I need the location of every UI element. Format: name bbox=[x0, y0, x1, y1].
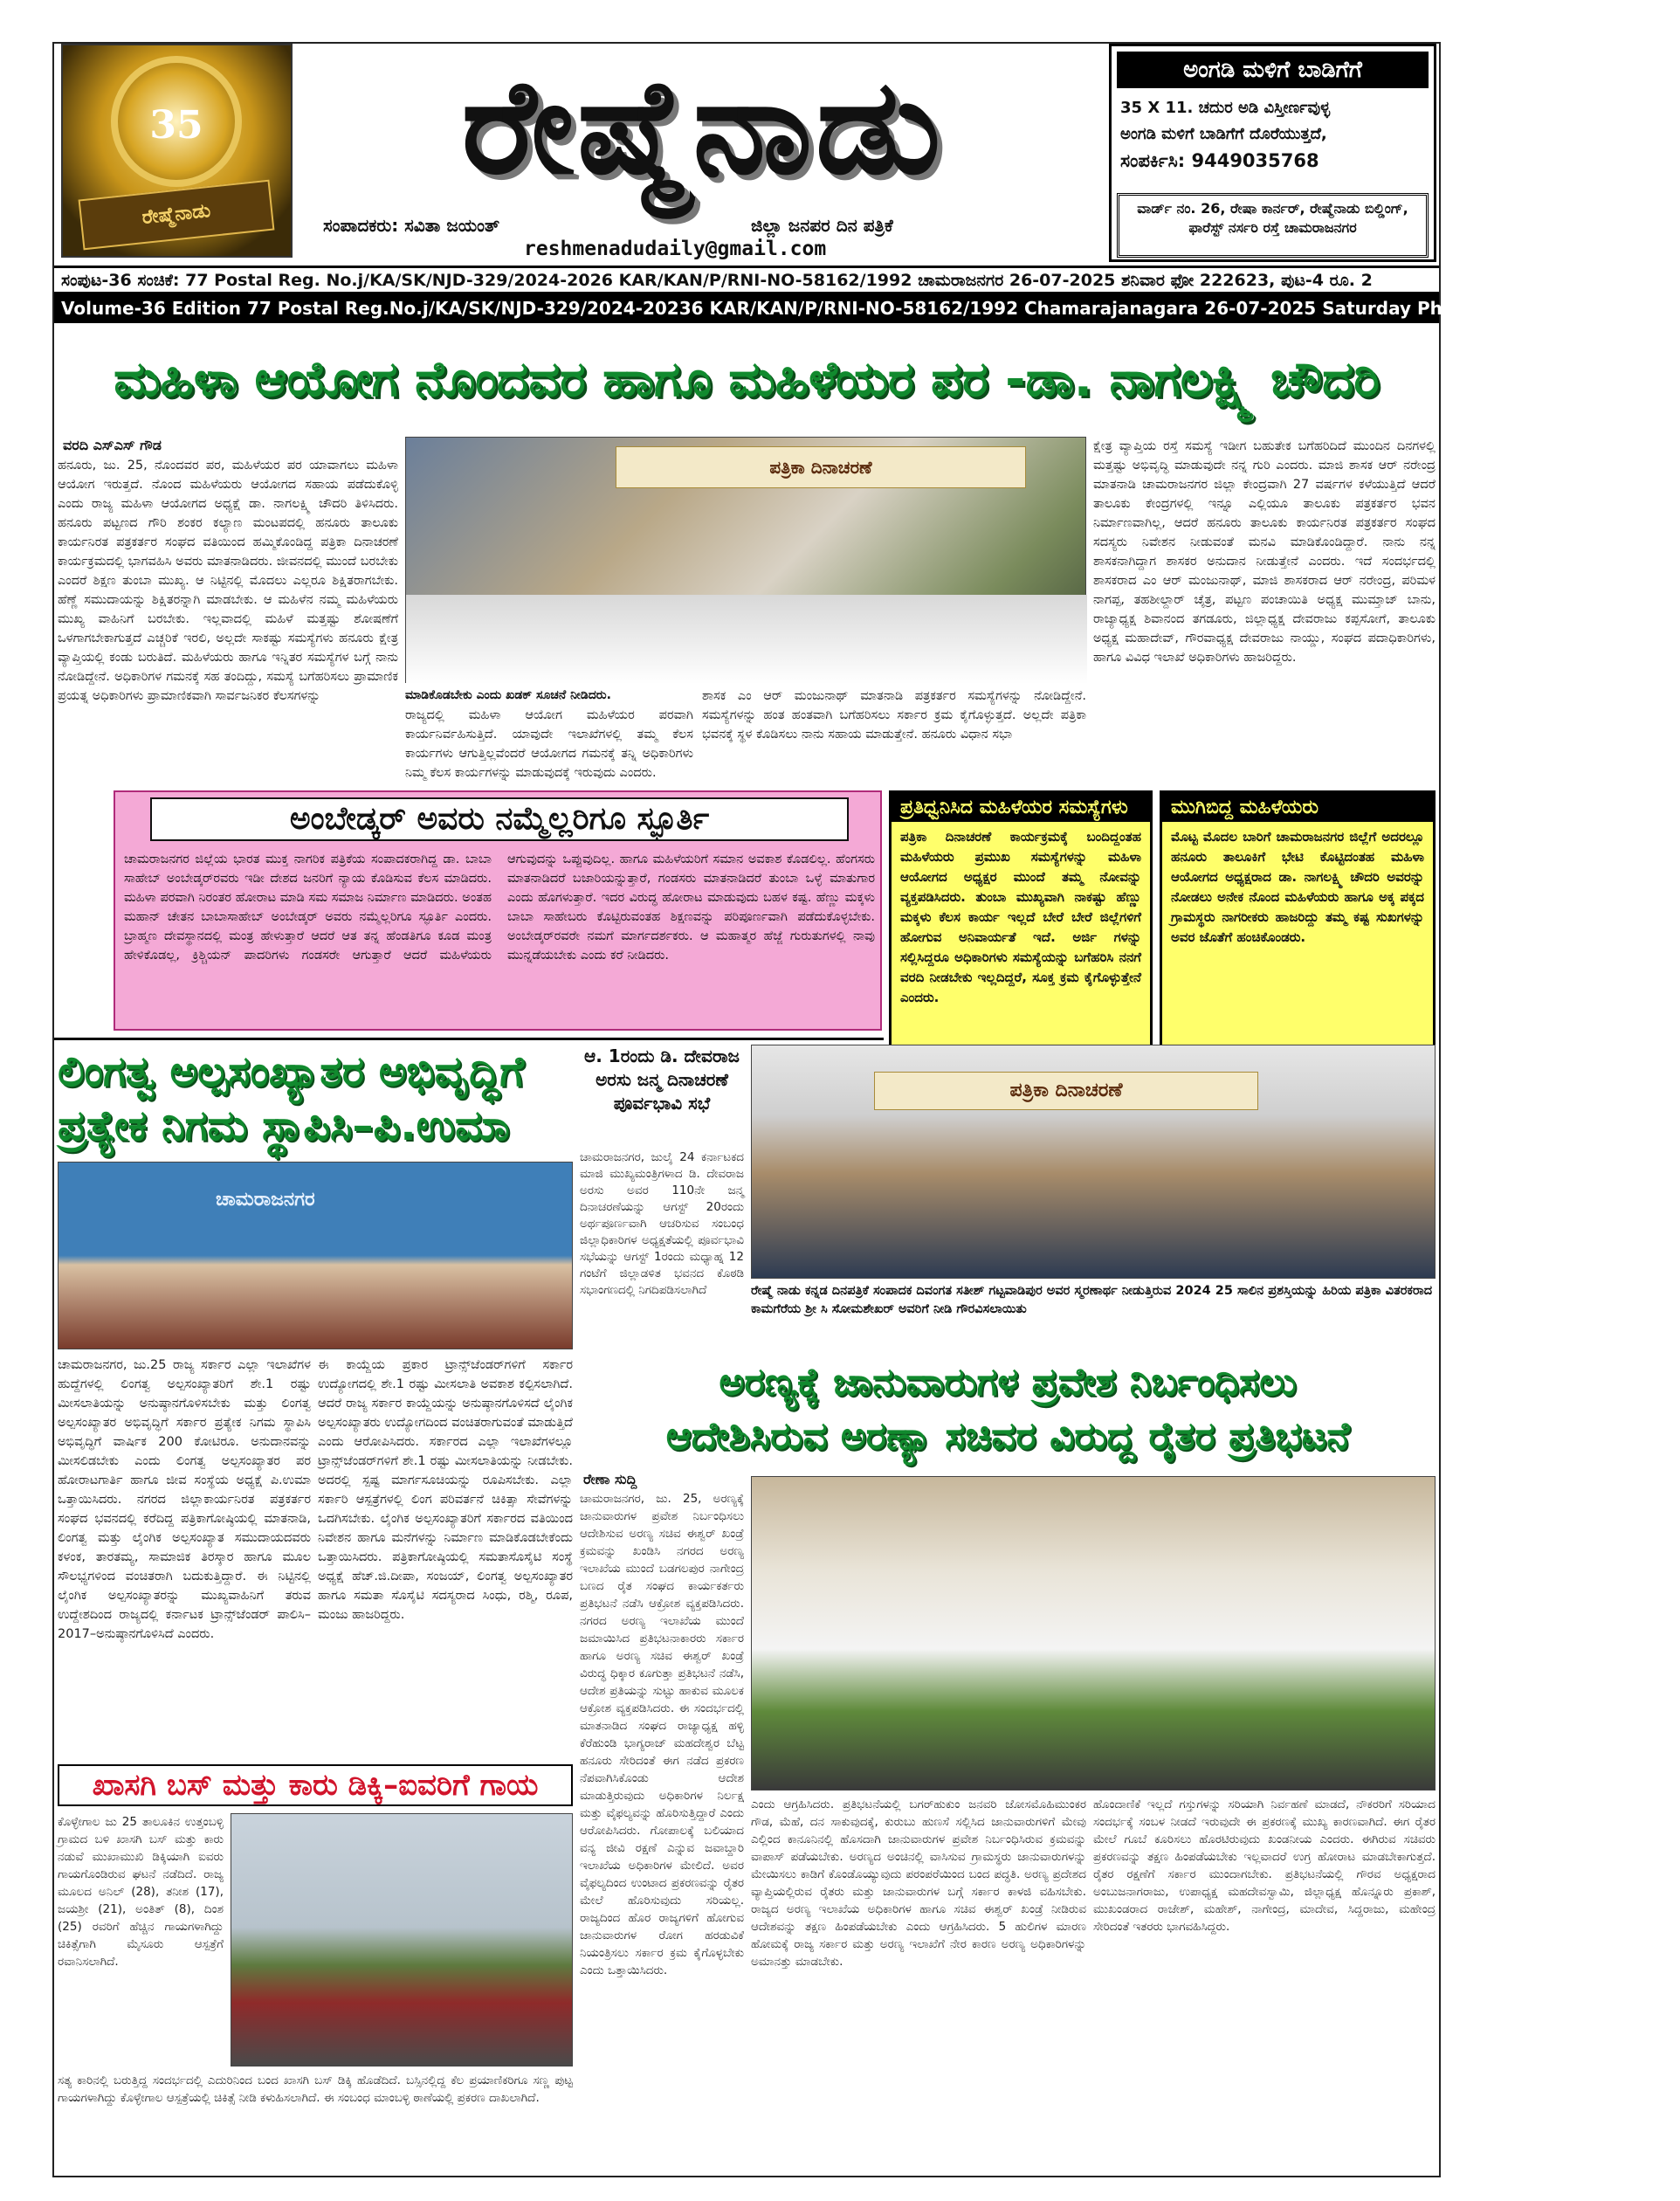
event-stage-banner: ಪತ್ರಿಕಾ ದಿನಾಚರಣೆ bbox=[616, 446, 1026, 488]
daily-tagline: ಜಿಲ್ಲಾ ಜನಪರ ದಿನ ಪತ್ರಿಕೆ bbox=[751, 215, 893, 236]
women-problems-box bbox=[889, 790, 1153, 1079]
press-meet-banner: ಚಾಮರಾಜನಗರ bbox=[216, 1189, 315, 1211]
dateline-english: Volume-36 Edition 77 Postal Reg.No.j/KA/SK/NJD-329/2024-20236 KAR/KAN/P/RNI-NO-58162/1992 Chamarajanagara 26-07-2025 Saturday Phone 222623 Page-4 Rs.2 bbox=[54, 293, 1439, 323]
masthead-logo bbox=[61, 44, 293, 258]
ambedkar-text: ಚಾಮರಾಜನಗರ ಜಿಲ್ಲೆಯ ಭಾರತ ಮುಕ್ತ ನಾಗರಿಕ ಪತ್ರಿಕೆಯ ಸಂಪಾದಕರಾಗಿದ್ದ ಡಾ. ಬಾಬಾ ಸಾಹೇಬ್ ಅಂಬೇಡ್ಕರ್‌ರವರು ಇಡೀ ದೇಶದ ಜನರಿಗೆ ನ್ಯಾಯ ಕೊಡಿಸುವ ಕೆಲಸ ಮಾಡಿದರು. ಮಹಿಳಾ ಪರವಾಗಿ ನಿರಂತರ ಹೋರಾಟ ಮಾಡಿ ಸಮ ಸಮಾಜ ನಿರ್ಮಾಣ ಮಾಡಿದರು. ಅಂತಹ ಮಹಾನ್ ಚೇತನ ಬಾಬಾಸಾಹೇಬ್ ಅಂಬೇಡ್ಕರ್ ಅವರು ನಮ್ಮೆಲ್ಲರಿಗೂ ಸ್ಫೂರ್ತಿ ಎಂದರು. ಬ್ರಾಹ್ಮಣ ದೇವಸ್ಥಾನದಲ್ಲಿ ಮಂತ್ರ ಹೇಳುತ್ತಾರೆ ಆದರೆ ಆತ ತನ್ನ ಹೆಂಡತಿಗೂ ಕೂಡ ಮಂತ್ರ ಹೇಳಿಕೊಡಲ್ಲ, ಕ್ರಿಶ್ಚಿಯನ್ ಪಾದರಿಗಳು ಗಂಡಸರೇ ಆಗುತ್ತಾರೆ ಆದರೆ ಮಹಿಳೆಯರು ಆಗುವುದನ್ನು ಒಪ್ಪುವುದಿಲ್ಲ. ಹಾಗೂ ಮಹಿಳೆಯರಿಗೆ ಸಮಾನ ಅವಕಾಶ ಕೊಡಲಿಲ್ಲ. ಹೆಂಗಸರು ಮಾತನಾಡಿದರೆ ಬಜಾರಿಯನ್ನುತ್ತಾರೆ, ಗಂಡಸರು ಮಾತನಾಡಿದರೆ ತುಂಬಾ ಒಳ್ಳೆ ಮಾತುಗಾರ ಎಂದು ಹೊಗಳುತ್ತಾರೆ. ಇದರ ವಿರುದ್ಧ ಹೋರಾಟ ಮಾಡುವುದು ಬಹಳ ಕಷ್ಟ. ಹೆಣ್ಣು ಮಕ್ಕಳು ಬಾಬಾ ಸಾಹೇಬರು ಕೊಟ್ಟಿರುವಂತಹ ಶಿಕ್ಷಣವನ್ನು ಪರಿಪೂರ್ಣವಾಗಿ ಪಡೆದುಕೊಳ್ಳಬೇಕು. ಅಂಬೇಡ್ಕರ್‌ರವರೇ ನಮಗೆ ಮಾರ್ಗದರ್ಶಕರು. ಆ ಮಹಾತ್ಮರ ಹೆಜ್ಜೆ ಗುರುತುಗಳಲ್ಲಿ ನಾವು ಮುನ್ನಡೆಯಬೇಕು ಎಂದು ಕರೆ ನೀಡಿದರು. bbox=[124, 852, 875, 963]
crowding-women-text: ಮೊಟ್ಟ ಮೊದಲ ಬಾರಿಗೆ ಚಾಮರಾಜನಗರ ಜಿಲ್ಲೆಗೆ ಅದರಲ್ಲೂ ಹನೂರು ತಾಲೂಕಿಗೆ ಭೇಟಿ ಕೊಟ್ಟಿದಂತಹ ಮಹಿಳಾ ಆಯೋಗದ ಅಧ್ಯಕ್ಷರಾದ ಡಾ. ನಾಗಲಕ್ಷ್ಮಿ ಚೌದರಿ ಅವರನ್ನು ನೋಡಲು ಅನೇಕ ನೊಂದ ಮಹಿಳೆಯರು ಹಾಗೂ ಅಕ್ಕ ಪಕ್ಕದ ಗ್ರಾಮಸ್ಥರು ನಾಗರೀಕರು ಹಾಜರಿದ್ದು ತಮ್ಮ ಕಷ್ಟ ಸುಖಗಳನ್ನು ಅವರ ಜೊತೆಗೆ ಹಂಚಿಕೊಂಡರು. bbox=[1171, 829, 1424, 945]
logo-banner: ರೇಷ್ಮೆನಾಡು bbox=[79, 180, 275, 251]
forest-headline-line-2: ಆದೇಶಿಸಿರುವ ಅರಣ್ಯಾ ಸಚಿವರ ವಿರುದ್ದ ರೈತರ ಪ್ರತಿಭಟನೆ bbox=[665, 1414, 1350, 1459]
lead-photo-caption: ಮಾಡಿಕೊಡಬೇಕು ಎಂದು ಖಡಕ್ ಸೂಚನೆ ನೀಡಿದರು. bbox=[405, 688, 611, 702]
classified-ad-box bbox=[1109, 44, 1436, 262]
lead-headline: ಮಹಿಳಾ ಆಯೋಗ ನೊಂದವರ ಹಾಗೂ ಮಹಿಳೆಯರ ಪರ -ಡಾ. ನಾಗಲಕ್ಷ್ಮಿ ಚೌದರಿ bbox=[114, 351, 1380, 408]
forest-column-2: ಎಂದು ಆಗ್ರಹಿಸಿದರು. ಪ್ರತಿಭಟನೆಯಲ್ಲಿ ಬಗರ್‌ಹುಕುಂ ಜನವರಿ ಜೋಸಮೊಹಿಮುಂಕರ ಗೌಡ, ಮೆಹೆ, ದನ ಸಾಕುವುದಕ್ಕೆ, ಕುರುಬು ಹುಣಸೆ ಸಲ್ಲಿಸಿದ ಜಾನುವಾರುಗಳಿಗೆ ಮೇವು ಎಲ್ಲಿಂದ ಕಾನೂನಿನಲ್ಲಿ ಹೊಸದಾಗಿ ಜಾನುವಾರುಗಳ ಪ್ರವೇಶ ನಿರ್ಬಂಧಿಸಿರುವ ಕ್ರಮವನ್ನು ವಾಪಾಸ್ ಪಡೆಯಬೇಕು. ಅರಣ್ಯದ ಅಂಚಿನಲ್ಲಿ ವಾಸಿಸುವ ಗ್ರಾಮಸ್ಥರು ಜಾನುವಾರುಗಳನ್ನು ಮೇಯಿಸಲು ಕಾಡಿಗೆ ಕೊಂಡೊಯ್ಯುವುದು ಪರಂಪರೆಯಿಂದ ಬಂದ ಪದ್ಧತಿ. ಅರಣ್ಯ ಪ್ರದೇಶದ ವ್ಯಾಪ್ತಿಯಲ್ಲಿರುವ ರೈತರು ಮತ್ತು ಜಾನುವಾರುಗಳ ಬಗ್ಗೆ ಸರ್ಕಾರ ಕಾಳಜಿ ವಹಿಸಬೇಕು. ರಾಜ್ಯದ ಅರಣ್ಯ ಇಲಾಖೆಯ ಅಧಿಕಾರಿಗಳ ಹಾಗೂ ಸಚಿವ ಈಶ್ವರ್ ಖಂಡ್ರೆ ನೀಡಿರುವ ಆದೇಶವನ್ನು ತಕ್ಷಣ ಹಿಂಪಡೆಯಬೇಕು ಎಂದು ಆಗ್ರಹಿಸಿದರು. 5 ಹುಲಿಗಳ ಮಾರಣ ಹೋಮಕ್ಕೆ ರಾಜ್ಯ ಸರ್ಕಾರ ಮತ್ತು ಅರಣ್ಯ ಇಲಾಖೆಗೆ ನೇರ ಕಾರಣ ಅರಣ್ಯ ಅಧಿಕಾರಿಗಳನ್ನು ಅಮಾನತ್ತು ಮಾಡಬೇಕು. bbox=[751, 1797, 1086, 1969]
forest-column-3: ಹೊಂದಾಣಿಕೆ ಇಲ್ಲದೆ ಗಸ್ತುಗಳನ್ನು ಸರಿಯಾಗಿ ನಿರ್ವಹಣೆ ಮಾಡದೆ, ನೌಕರರಿಗೆ ಸರಿಯಾದ ಸಂದರ್ಭಕ್ಕೆ ಸಂಬಳ ನೀಡದೆ ಇರುವುದೇ ಈ ಪ್ರಕರಣಕ್ಕೆ ಮುಖ್ಯ ಕಾರಣವಾಗಿದೆ. ಈಗ ರೈತರ ಮೇಲೆ ಗೂಬೆ ಕೂರಿಸಲು ಹೊರಟಿರುವುದು ಖಂಡನೀಯ ಎಂದರು. ಈಗಿರುವ ಸಚಿವರು ಪ್ರಕರಣವನ್ನು ತಕ್ಷಣ ಹಿಂಪಡೆಯಬೇಕು ಇಲ್ಲವಾದರೆ ಉಗ್ರ ಹೋರಾಟ ಮಾಡಬೇಕಾಗುತ್ತದೆ. ರೈತರ ರಕ್ಷಣೆಗೆ ಸರ್ಕಾರ ಮುಂದಾಗಬೇಕು. ಪ್ರತಿಭಟನೆಯಲ್ಲಿ ಗೌರವ ಅಧ್ಯಕ್ಷರಾದ ಅಂಬುಜನಾಗರಾಜು, ಉಪಾಧ್ಯಕ್ಷ ಮಹದೇವಸ್ವಾಮಿ, ಜಿಲ್ಲಾಧ್ಯಕ್ಷ ಹೊನ್ನೂರು ಪ್ರಕಾಶ್, ಮುಖಂಡರಾದ ರಾಜೇಶ್, ಮಹೇಶ್, ನಾಗೇಂದ್ರ, ಮಾದೇವ, ಸಿದ್ದರಾಜು, ಮಹೇಂದ್ರ ಸೇರಿದಂತೆ ಇತರರು ಭಾಗವಹಿಸಿದ್ದರು. bbox=[1093, 1797, 1436, 1934]
award-caption: ರೇಷ್ಮೆ ನಾಡು ಕನ್ನಡ ದಿನಪತ್ರಿಕೆ ಸಂಪಾದಕ ದಿವಂಗತ ಸತೀಶ್ ಗಟ್ಟವಾಡಿಪುರ ಅವರ ಸ್ಮರಣಾರ್ಥ ನೀಡುತ್ತಿರುವ 2024 25 ಸಾಲಿನ ಪ್ರಶಸ್ತಿಯನ್ನು ಹಿರಿಯ ಪತ್ರಿಕಾ ವಿತರಕರಾದ ಕಾಮಗೆರೆಯ ಶ್ರೀ ಸಿ ಸೋಮಶೇಖರ್ ಅವರಿಗೆ ನೀಡಿ ಗೌರವಿಸಲಾಯಿತು bbox=[751, 1284, 1433, 1316]
newspaper-title: ರೇಷ್ಮೆನಾಡು bbox=[461, 50, 945, 204]
bus-accident-column-1: ಕೊಳ್ಳೇಗಾಲ ಜು 25 ತಾಲೂಕಿನ ಉತ್ತಂಬಳ್ಳಿ ಗ್ರಾಮದ ಬಳಿ ಖಾಸಗಿ ಬಸ್ ಮತ್ತು ಕಾರು ನಡುವೆ ಮುಖಾಮುಖಿ ಡಿಕ್ಕಿಯಾಗಿ ಐವರು ಗಾಯಗೊಂಡಿರುವ ಘಟನೆ ನಡೆದಿದೆ. ರಾಜ್ಯ ಮೂಲದ ಅನಿಲ್ (28), ತನೀಶ (17), ಜಯಶ್ರೀ (21), ಅಂತಿತ್ (8), ದಿಂಶ (25) ರವರಿಗೆ ಹೆಚ್ಚಿನ ಗಾಯಗಳಾಗಿದ್ದು ಚಿಕಿತ್ಸೆಗಾಗಿ ಮೈಸೂರು ಆಸ್ಪತ್ರೆಗೆ ರವಾನಿಸಲಾಗಿದೆ. bbox=[58, 1815, 224, 1969]
lead-column-1: ಹನೂರು, ಜು. 25, ನೊಂದವರ ಪರ, ಮಹಿಳೆಯರ ಪರ ಯಾವಾಗಲು ಮಹಿಳಾ ಆಯೋಗ ಇರುತ್ತದೆ. ನೊಂದ ಮಹಿಳೆಯರು ಆಯೋಗದ ಸಹಾಯ ಪಡೆದುಕೊಳ್ಳಿ ಎಂದು ರಾಜ್ಯ ಮಹಿಳಾ ಆಯೋಗದ ಅಧ್ಯಕ್ಷೆ ಡಾ. ನಾಗಲಕ್ಷ್ಮಿ ಚೌದರಿ ತಿಳಿಸಿದರು. ಹನೂರು ಪಟ್ಟಣದ ಗೌರಿ ಶಂಕರ ಕಲ್ಯಾಣ ಮಂಟಪದಲ್ಲಿ ಹನೂರು ತಾಲೂಕು ಕಾರ್ಯನಿರತ ಪತ್ರಕರ್ತರ ಸಂಘದ ವತಿಯಿಂದ ಹಮ್ಮಿಕೊಂಡಿದ್ದ ಪತ್ರಿಕಾ ದಿನಾಚರಣೆ ಕಾರ್ಯಕ್ರಮದಲ್ಲಿ ಭಾಗವಹಿಸಿ ಅವರು ಮಾತನಾಡಿದರು. ಜೀವನದಲ್ಲಿ ಮುಂದೆ ಬರಬೇಕು ಎಂದರೆ ಶಿಕ್ಷಣ ತುಂಬಾ ಮುಖ್ಯ. ಆ ನಿಟ್ಟಿನಲ್ಲಿ ಮೊದಲು ಎಲ್ಲರೂ ಶಿಕ್ಷಿತರಾಗಬೇಕು. ಹೆಣ್ಣೆ ಸಮುದಾಯನ್ನು ಶಿಕ್ಷಿತರನ್ನಾಗಿ ಮಾಡಬೇಕು. ಆ ಮಹಿಳೆನ ನಮ್ಮ ಮಹಿಳೆಯರು ಮುಖ್ಯ ವಾಹಿನಿಗೆ ಬರಬೇಕು. ಇಲ್ಲವಾದಲ್ಲಿ ಮಹಿಳೆ ಮತ್ತಷ್ಟು ಶೋಷಣೆಗೆ ಒಳಗಾಗಬೇಕಾಗುತ್ತದೆ ಎಚ್ಚರಿಕೆ ಇರಲಿ, ಅಲ್ಲದೇ ಸಾಕಷ್ಟು ಸಮಸ್ಯೆಗಳು ಹನೂರು ಕ್ಷೇತ್ರ ವ್ಯಾಪ್ತಿಯಲ್ಲಿ ಕಂಡು ಬರುತಿದೆ. ಮಹಿಳೆಯರು ಹಾಗೂ ಇನ್ನಿತರ ಸಮಸ್ಯೆಗಳ ಬಗ್ಗೆ ನಾನು ನೋಡಿದ್ದೇನೆ. ಅಧಿಕಾರಿಗಳ ಗಮನಕ್ಕೆ ಸಹ ತಂದಿದ್ದು, ಸಮಸ್ಯೆ ಬಗೆಹರಿಸಲು ಪ್ರಾಮಾಣಿಕ ಪ್ರಯತ್ನ ಅಧಿಕಾರಿಗಳು ಪ್ರಾಮಾಣಿಕವಾಗಿ ಸಾರ್ವಜನಿಕರ ಕೆಲಸಗಳನ್ನು bbox=[58, 459, 398, 703]
section-divider bbox=[54, 1038, 884, 1040]
ambedkar-headline: ಅಂಬೇಡ್ಕರ್ ಅವರು ನಮ್ಮೆಲ್ಲರಿಗೂ ಸ್ಫೂರ್ತಿ bbox=[150, 797, 849, 841]
press-meet-photo bbox=[58, 1162, 573, 1349]
bus-accident-photo bbox=[231, 1813, 573, 2066]
ad-line-2: ಅಂಗಡಿ ಮಳಿಗೆ ಬಾಡಿಗೆಗೆ ದೊರೆಯುತ್ತದೆ, bbox=[1120, 125, 1327, 143]
minority-headline-line-2: ಪ್ರತ್ಯೇಕ ನಿಗಮ ಸ್ಥಾಪಿಸಿ–ಪಿ.ಉಮಾ bbox=[58, 1101, 510, 1150]
women-problems-text: ಪತ್ರಿಕಾ ದಿನಾಚರಣೆ ಕಾರ್ಯಕ್ರಮಕ್ಕೆ ಬಂದಿದ್ದಂತಹ ಮಹಿಳೆಯರು ಪ್ರಮುಖ ಸಮಸ್ಯೆಗಳನ್ನು ಮಹಿಳಾ ಆಯೋಗದ ಅಧ್ಯಕ್ಷರ ಮುಂದೆ ತಮ್ಮ ನೋವನ್ನು ವ್ಯಕ್ತಪಡಿಸಿದರು. ತುಂಬಾ ಮುಖ್ಯವಾಗಿ ನಾಕಷ್ಟು ಹೆಣ್ಣು ಮಕ್ಕಳು ಕೆಲಸ ಕಾರ್ಯ ಇಲ್ಲದೆ ಬೇರೆ ಬೇರೆ ಜಿಲ್ಲೆಗಳಿಗೆ ಹೋಗುವ ಅನಿವಾರ್ಯತೆ ಇದೆ. ಅರ್ಜಿ ಗಳನ್ನು ಸಲ್ಲಿಸಿದ್ದರೂ ಅಧಿಕಾರಿಗಳು ಸಮಸ್ಯೆಯನ್ನು ಬಗೆಹರಿಸಿ ನನಗೆ ವರದಿ ನೀಡಬೇಕು ಇಲ್ಲದಿದ್ದರೆ, ಸೂಕ್ತ ಕ್ರಮ ಕೈಗೊಳ್ಳುತ್ತೇನೆ ಎಂದರು. bbox=[900, 829, 1141, 1005]
crowding-women-box bbox=[1160, 790, 1436, 1079]
devaraj-text: ಚಾಮರಾಜನಗರ, ಜುಲೈ 24 ಕರ್ನಾಟಕದ ಮಾಜಿ ಮುಖ್ಯಮಂತ್ರಿಗಳಾದ ಡಿ. ದೇವರಾಜ ಅರಸು ಅವರ 110ನೇ ಜನ್ಮ ದಿನಾಚರಣೆಯನ್ನು ಆಗಸ್ಟ್ 20ರಂದು ಅರ್ಥಪೂರ್ಣವಾಗಿ ಆಚರಿಸುವ ಸಂಬಂಧ ಜಿಲ್ಲಾಧಿಕಾರಿಗಳ ಅಧ್ಯಕ್ಷತೆಯಲ್ಲಿ ಪೂರ್ವಭಾವಿ ಸಭೆಯನ್ನು ಆಗಸ್ಟ್ 1ರಂದು ಮಧ್ಯಾಹ್ನ 12 ಗಂಟೆಗೆ ಜಿಲ್ಲಾಡಳಿತ ಭವನದ ಕೊಠಡಿ ಸಭಾಂಗಣದಲ್ಲಿ ನಿಗದಿಪಡಿಸಲಾಗಿದೆ bbox=[580, 1150, 744, 1297]
lead-column-2: ರಾಜ್ಯದಲ್ಲಿ ಮಹಿಳಾ ಆಯೋಗ ಮಹಿಳೆಯರ ಪರವಾಗಿ ಕಾರ್ಯನಿರ್ವಹಿಸುತ್ತಿದೆ. ಯಾವುದೇ ಇಲಾಖೆಗಳಲ್ಲಿ ತಮ್ಮ ಕೆಲಸ ಕಾರ್ಯಗಳು ಆಗುತ್ತಿಲ್ಲವೆಂದರೆ ಆಯೋಗದ ಗಮನಕ್ಕೆ ತನ್ನಿ ಅಧಿಕಾರಿಗಳು ನಿಮ್ಮ ಕೆಲಸ ಕಾರ್ಯಗಳನ್ನು ಮಾಡುವುದಕ್ಕೆ ಇರುವುದು ಎಂದರು. bbox=[405, 708, 693, 780]
award-stage-banner: ಪತ್ರಿಕಾ ದಿನಾಚರಣೆ bbox=[874, 1072, 1258, 1110]
women-problems-heading: ಪ್ರತಿಧ್ವನಿಸಿದ ಮಹಿಳೆಯರ ಸಮಸ್ಯೆಗಳು bbox=[892, 793, 1150, 822]
lead-column-3: ಶಾಸಕ ಎಂ ಆರ್ ಮಂಜುನಾಥ್ ಮಾತನಾಡಿ ಪತ್ರಕರ್ತರ ಸಮಸ್ಯೆಗಳನ್ನು ನೋಡಿದ್ದೇನೆ. ಸಮಸ್ಯೆಗಳನ್ನು ಹಂತ ಹಂತವಾಗಿ ಬಗೆಹರಿಸಲು ಸರ್ಕಾರ ಕ್ರಮ ಕೈಗೊಳ್ಳುತ್ತದೆ. ಅಲ್ಲದೇ ಪತ್ರಿಕಾ ಭವನಕ್ಕೆ ಸ್ಥಳ ಕೊಡಿಸಲು ನಾನು ಸಹಾಯ ಮಾಡುತ್ತೇನೆ. ಹನೂರು ವಿಧಾನ ಸಭಾ bbox=[702, 689, 1086, 742]
forest-column-1: ಚಾಮರಾಜನಗರ, ಜು. 25, ಅರಣ್ಯಕ್ಕೆ ಜಾನುವಾರುಗಳ ಪ್ರವೇಶ ನಿರ್ಬಂಧಿಸಲು ಆದೇಶಿಸುವ ಅರಣ್ಯ ಸಚಿವ ಈಶ್ವರ್ ಖಂಡ್ರೆ ಕ್ರಮವನ್ನು ಖಂಡಿಸಿ ನಗರದ ಅರಣ್ಯ ಇಲಾಖೆಯ ಮುಂದೆ ಬಡಗಲಪುರ ನಾಗೇಂದ್ರ ಬಣದ ರೈತ ಸಂಘದ ಕಾರ್ಯಕರ್ತರು ಪ್ರತಿಭಟನೆ ನಡೆಸಿ ಆಕ್ರೋಶ ವ್ಯಕ್ತಪಡಿಸಿದರು. ನಗರದ ಅರಣ್ಯ ಇಲಾಖೆಯ ಮುಂದೆ ಜಮಾಯಿಸಿದ ಪ್ರತಿಭಟನಾಕಾರರು ಸರ್ಕಾರ ಹಾಗೂ ಅರಣ್ಯ ಸಚಿವ ಈಶ್ವರ್ ಖಂಡ್ರೆ ವಿರುದ್ಧ ಧಿಕ್ಕಾರ ಕೂಗುತ್ತಾ ಪ್ರತಿಭಟನೆ ನಡೆಸಿ, ಆದೇಶ ಪ್ರತಿಯನ್ನು ಸುಟ್ಟು ಹಾಕುವ ಮೂಲಕ ಆಕ್ರೋಶ ವ್ಯಕ್ತಪಡಿಸಿದರು. ಈ ಸಂದರ್ಭದಲ್ಲಿ ಮಾತನಾಡಿದ ಸಂಘದ ರಾಜ್ಯಾಧ್ಯಕ್ಷ ಹಳ್ಳಿ ಕೆರೆಹುಂಡಿ ಭಾಗ್ಯರಾಜ್ ಮಹದೇಶ್ವರ ಬೆಟ್ಟ ಹನೂರು ಸೇರಿದಂತೆ ಈಗ ನಡೆದ ಪ್ರಕರಣ ನೆಪವಾಗಿಸಿಕೊಂಡು ಆದೇಶ ಮಾಡುತ್ತಿರುವುದು ಅಧಿಕಾರಿಗಳ ನಿರ್ಲಕ್ಷ ಮತ್ತು ವೈಫಲ್ಯವನ್ನು ಹೊರಿಸುತ್ತಿದ್ದಾರೆ ಎಂದು ಆರೋಪಿಸಿದರು. ಗೋಪಾಲಕ್ಕೆ ಬಲಿಯಾದ ವನ್ಯ ಜೀವಿ ರಕ್ಷಣೆ ಎನ್ನುವ ಜವಾಬ್ದಾರಿ ಇಲಾಖೆಯ ಅಧಿಕಾರಿಗಳ ಮೇಲಿದೆ. ಅವರ ವೈಫಲ್ಯದಿಂದ ಉಂಟಾದ ಪ್ರಕರಣವನ್ನು ರೈತರ ಮೇಲೆ ಹೊರಿಸುವುದು ಸರಿಯಲ್ಲ. ರಾಜ್ಯದಿಂದ ಹೊರ ರಾಜ್ಯಗಳಿಗೆ ಹೋಗುವ ಜಾನುವಾರುಗಳ ರೋಗ ಹರಡುವಿಕೆ ನಿಯಂತ್ರಿಸಲು ಸರ್ಕಾರ ಕ್ರಮ ಕೈಗೊಳ್ಳಬೇಕು ಎಂದು ಒತ್ತಾಯಿಸಿದರು. bbox=[580, 1492, 744, 1977]
ad-line-1: 35 X 11. ಚದುರ ಅಡಿ ವಿಸ್ತೀರ್ಣವುಳ್ಳ bbox=[1120, 99, 1331, 117]
ad-address: ವಾರ್ಡ್ ನಂ. 26, ರೇಷಾ ಕಾರ್ನರ್, ರೇಷ್ಮೆನಾಡು ಬಿಲ್ಡಿಂಗ್, ಫಾರೆಸ್ಟ್ ನರ್ಸರಿ ರಸ್ತೆ ಚಾಮರಾಜನಗರ bbox=[1117, 193, 1429, 258]
bus-accident-headline: ಖಾಸಗಿ ಬಸ್ ಮತ್ತು ಕಾರು ಡಿಕ್ಕಿ–ಐವರಿಗೆ ಗಾಯ bbox=[92, 1768, 539, 1803]
dateline-kannada: ಸಂಪುಟ-36 ಸಂಚಿಕೆ: 77 Postal Reg. No.j/KA/SK/NJD-329/2024-2026 KAR/KAN/P/RNI-NO-58162/1992 ಚಾಮರಾಜನಗರ 26-07-2025 ಶನಿವಾರ ಫೋ 222623, ಪುಟ-4 ರೂ. 2 bbox=[54, 266, 1439, 293]
lead-column-4: ಕ್ಷೇತ್ರ ವ್ಯಾಪ್ತಿಯ ರಸ್ತೆ ಸಮಸ್ಯೆ ಇಡೀಗ ಬಹುತೇಕ ಬಗೆಹರಿದಿದೆ ಮುಂದಿನ ದಿನಗಳಲ್ಲಿ ಮತ್ತಷ್ಟು ಅಭಿವೃದ್ಧಿ ಮಾಡುವುದೇ ನನ್ನ ಗುರಿ ಎಂದರು. ಮಾಜಿ ಶಾಸಕ ಆರ್ ನರೇಂದ್ರ ಮಾತನಾಡಿ ಚಾಮರಾಜನಗರ ಜಿಲ್ಲಾ ಕೇಂದ್ರವಾಗಿ 27 ವರ್ಷಗಳ ಕಳೆಯುತ್ತಿದೆ ಆದರೆ ತಾಲೂಕು ಕೇಂದ್ರಗಳಲ್ಲಿ ಇನ್ನೂ ಎಲ್ಲಿಯೂ ತಾಲೂಕು ಪತ್ರಕರ್ತರ ಭವನ ನಿರ್ಮಾಣವಾಗಿಲ್ಲ, ಆದರೆ ಹನೂರು ತಾಲೂಕು ಕಾರ್ಯನಿರತ ಪತ್ರಕರ್ತರ ಸಂಘದ ಸದಸ್ಯರು ನಿವೇಶನ ನೀಡುವಂತೆ ಮನವಿ ಮಾಡಿಕೊಂಡಿದ್ದಾರೆ. ನಾನು ನನ್ನ ಶಾಸಕನಾಗಿದ್ದಾಗ ಶಾಸಕರ ಅನುದಾನ ನೀಡುತ್ತೇನೆ ಎಂದರು. ಇದೆ ಸಂದರ್ಭದಲ್ಲಿ ಶಾಸಕರಾದ ಎಂ ಆರ್ ಮಂಜುನಾಥ್, ಮಾಜಿ ಶಾಸಕರಾದ ಆರ್ ನರೇಂದ್ರ, ಪರಿಮಳ ನಾಗಪ್ಪ, ತಹಶೀಲ್ದಾರ್ ಚೈತ್ರ, ಪಟ್ಟಣ ಪಂಚಾಯಿತಿ ಅಧ್ಯಕ್ಷ ಮುಮ್ತಾಜ್ ಬಾನು, ರಾಜ್ಯಾಧ್ಯಕ್ಷ ಶಿವಾನಂದ ತಗಡೂರು, ಜಿಲ್ಲಾಧ್ಯಕ್ಷ ದೇವರಾಜು ಕಪ್ಪಸೋಗೆ, ತಾಲೂಕು ಅಧ್ಯಕ್ಷ ಮಹಾದೇವ್, ಗೌರವಾಧ್ಯಕ್ಷ ದೇವರಾಜು ನಾಯ್ಡು, ಸಂಘದ ಪದಾಧಿಕಾರಿಗಳು, ಹಾಗೂ ವಿವಿಧ ಇಲಾಖೆ ಅಧಿಕಾರಿಗಳು ಹಾಜರಿದ್ದರು. bbox=[1093, 439, 1436, 665]
logo-years: 35 bbox=[149, 103, 203, 148]
minority-column-2: ಈ ಕಾಯ್ದೆಯ ಪ್ರಕಾರ ಟ್ರಾನ್ಸ್‌ಜೆಂಡರ್‌ಗಳಿಗೆ ಸರ್ಕಾರ ಉದ್ಯೋಗದಲ್ಲಿ ಶೇ.1 ರಷ್ಟು ಮೀಸಲಾತಿ ಅವಕಾಶ ಕಲ್ಪಿಸಲಾಗಿದೆ. ಆದರೆ ರಾಜ್ಯ ಸರ್ಕಾರ ಕಾಯ್ದೆಯನ್ನು ಅನುಷ್ಠಾನಗೊಳಿಸದೆ ಲೈಂಗಿಕ ಅಲ್ಪಸಂಖ್ಯಾತರು ಉದ್ಯೋಗದಿಂದ ವಂಚಿತರಾಗುವಂತೆ ಮಾಡುತ್ತಿದೆ ಎಂದು ಆರೋಪಿಸಿದರು. ಸರ್ಕಾರದ ಎಲ್ಲಾ ಇಲಾಖೆಗಳಲ್ಲೂ ಟ್ರಾನ್ಸ್‌ಜೆಂಡರ್‌ಗಳಿಗೆ ಶೇ.1 ರಷ್ಟು ಮೀಸಲಾತಿಯನ್ನು ನೀಡಬೇಕು. ಅದರಲ್ಲಿ ಸ್ಪಷ್ಟ ಮಾರ್ಗಸೂಚಿಯನ್ನು ರೂಪಿಸಬೇಕು. ಎಲ್ಲಾ ಸರ್ಕಾರಿ ಆಸ್ಪತ್ರೆಗಳಲ್ಲಿ ಲಿಂಗ ಪರಿವರ್ತನೆ ಚಿಕಿತ್ಸಾ ಸೇವೆಗಳನ್ನು ಒದಗಿಸಬೇಕು. ಲೈಂಗಿಕ ಅಲ್ಪಸಂಖ್ಯಾತರಿಗೆ ಸರ್ಕಾರದ ವತಿಯಿಂದ ನಿವೇಶನ ಹಾಗೂ ಮನೆಗಳನ್ನು ನಿರ್ಮಾಣ ಮಾಡಿಕೊಡಬೇಕೆಂದು ಒತ್ತಾಯಿಸಿದರು. ಪತ್ರಿಕಾಗೋಷ್ಠಿಯಲ್ಲಿ ಸಮತಾಸೊಸೈಟಿ ಸಂಸ್ಥೆ ಅಧ್ಯಕ್ಷೆ ಹೆಚ್.ಜಿ.ದೀಪಾ, ಸಂಜಯ್, ಲಿಂಗತ್ವ ಅಲ್ಪಸಂಖ್ಯಾತರ ಹಾಗೂ ಸಮತಾ ಸೊಸೈಟಿ ಸದಸ್ಯರಾದ ಸಿಂಧು, ರಶ್ಮಿ, ರೂಪ, ಮಂಜು ಹಾಜರಿದ್ದರು. bbox=[318, 1358, 573, 1622]
bus-accident-column-2: ಸತ್ಯ ಕಾರಿನಲ್ಲಿ ಬರುತ್ತಿದ್ದ ಸಂದರ್ಭದಲ್ಲಿ ಎದುರಿನಿಂದ ಬಂದ ಖಾಸಗಿ ಬಸ್ ಡಿಕ್ಕಿ ಹೊಡೆದಿದೆ. ಬಸ್ಸಿನಲ್ಲಿದ್ದ ಕೆಲ ಪ್ರಯಾಣಿಕರಿಗೂ ಸಣ್ಣ ಪುಟ್ಟ ಗಾಯಗಳಾಗಿದ್ದು ಕೊಳ್ಳೇಗಾಲ ಆಸ್ಪತ್ರೆಯಲ್ಲಿ ಚಿಕಿತ್ಸೆ ನೀಡಿ ಕಳುಹಿಸಲಾಗಿದೆ. ಈ ಸಂಬಂಧ ಮಾಂಬಳ್ಳಿ ಠಾಣೆಯಲ್ಲಿ ಪ್ರಕರಣ ದಾಖಲಾಗಿದೆ. bbox=[58, 2073, 573, 2105]
bus-accident-header-box bbox=[58, 1764, 573, 1806]
anniversary-emblem-icon bbox=[111, 56, 242, 187]
lead-event-photo bbox=[405, 437, 1086, 683]
lead-byline: ವರದಿ ಎಸ್‌ಎಸ್ ಗೌಡ bbox=[63, 437, 162, 453]
ad-line-3: ಸಂಪರ್ಕಿಸಿ: 9449035768 bbox=[1120, 150, 1319, 171]
minority-column-1: ಚಾಮರಾಜನಗರ, ಜು.25 ರಾಜ್ಯ ಸರ್ಕಾರ ಎಲ್ಲಾ ಇಲಾಖೆಗಳ ಹುದ್ದೆಗಳಲ್ಲಿ ಲಿಂಗತ್ವ ಅಲ್ಪಸಂಖ್ಯಾತರಿಗೆ ಶೇ.1 ರಷ್ಟು ಮೀಸಲಾತಿಯನ್ನು ಅನುಷ್ಠಾನಗೊಳಿಸಬೇಕು ಮತ್ತು ಲಿಂಗತ್ವ ಅಲ್ಪಸಂಖ್ಯಾತರ ಅಭಿವೃದ್ಧಿಗೆ ಸರ್ಕಾರ ಪ್ರತ್ಯೇಕ ನಿಗಮ ಸ್ಥಾಪಿಸಿ ಅಭಿವೃದ್ಧಿಗೆ ವಾರ್ಷಿಕ 200 ಕೋಟಿರೂ. ಅನುದಾನವನ್ನು ಮೀಸಲಿಡಬೇಕು ಎಂದು ಲಿಂಗತ್ವ ಅಲ್ಪಸಂಖ್ಯಾತರ ಪರ ಹೋರಾಟಗಾರ್ತಿ ಹಾಗೂ ಜೀವ ಸಂಸ್ಥೆಯ ಅಧ್ಯಕ್ಷೆ ಪಿ.ಉಮಾ ಒತ್ತಾಯಿಸಿದರು. ನಗರದ ಜಿಲ್ಲಾಕಾರ್ಯನಿರತ ಪತ್ರಕರ್ತರ ಸಂಘದ ಭವನದಲ್ಲಿ ಕರೆದಿದ್ದ ಪತ್ರಿಕಾಗೋಷ್ಠಿಯಲ್ಲಿ ಮಾತನಾಡಿ, ಲಿಂಗತ್ವ ಮತ್ತು ಲೈಂಗಿಕ ಅಲ್ಪಸಂಖ್ಯಾತ ಸಮುದಾಯದವರು ಕಳಂಕ, ತಾರತಮ್ಯ, ಸಾಮಾಜಿಕ ತಿರಸ್ಕಾರ ಹಾಗೂ ಮೂಲ ಸೌಲಭ್ಯಗಳಿಂದ ವಂಚಿತರಾಗಿ ಬದುಕುತ್ತಿದ್ದಾರೆ. ಈ ನಿಟ್ಟಿನಲ್ಲಿ ಲೈಂಗಿಕ ಅಲ್ಪಸಂಖ್ಯಾತರನ್ನು ಮುಖ್ಯವಾಹಿನಿಗೆ ತರುವ ಉದ್ದೇಶದಿಂದ ರಾಜ್ಯದಲ್ಲಿ ಕರ್ನಾಟಕ ಟ್ರಾನ್ಸ್‌ಜೆಂಡರ್ ಪಾಲಿಸಿ–2017–ಅನುಷ್ಠಾನಗೊಳಿಸಿದೆ ಎಂದರು. bbox=[58, 1358, 311, 1641]
ad-body bbox=[1120, 95, 1430, 174]
forest-byline: ರೇಣಾ ಸುದ್ದಿ bbox=[583, 1471, 637, 1487]
award-ceremony-photo bbox=[751, 1045, 1436, 1279]
ad-heading: ಅಂಗಡಿ ಮಳಿಗೆ ಬಾಡಿಗೆಗೆ bbox=[1117, 52, 1429, 88]
forest-headline-line-1: ಅರಣ್ಯಕ್ಕೆ ಜಾನುವಾರುಗಳ ಪ್ರವೇಶ ನಿರ್ಬಂಧಿಸಲು bbox=[719, 1360, 1297, 1404]
editor-line: ಸಂಪಾದಕರು: ಸವಿತಾ ಜಯಂತ್ bbox=[323, 215, 500, 236]
devaraj-headline: ಆ. 1ರಂದು ಡಿ. ದೇವರಾಜ ಅರಸು ಜನ್ಮ ದಿನಾಚರಣೆ ಪೂರ್ವಭಾವಿ ಸಭೆ bbox=[584, 1045, 740, 1114]
minority-headline-line-1: ಲಿಂಗತ್ವ ಅಲ್ಪಸಂಖ್ಯಾತರ ಅಭಿವೃದ್ಧಿಗೆ bbox=[58, 1047, 524, 1096]
ambedkar-box bbox=[114, 790, 882, 1031]
farmers-protest-photo bbox=[751, 1476, 1436, 1790]
crowding-women-heading: ಮುಗಿಬಿದ್ದ ಮಹಿಳೆಯರು bbox=[1162, 793, 1433, 822]
contact-email: reshmenadudaily@gmail.com bbox=[524, 238, 827, 260]
